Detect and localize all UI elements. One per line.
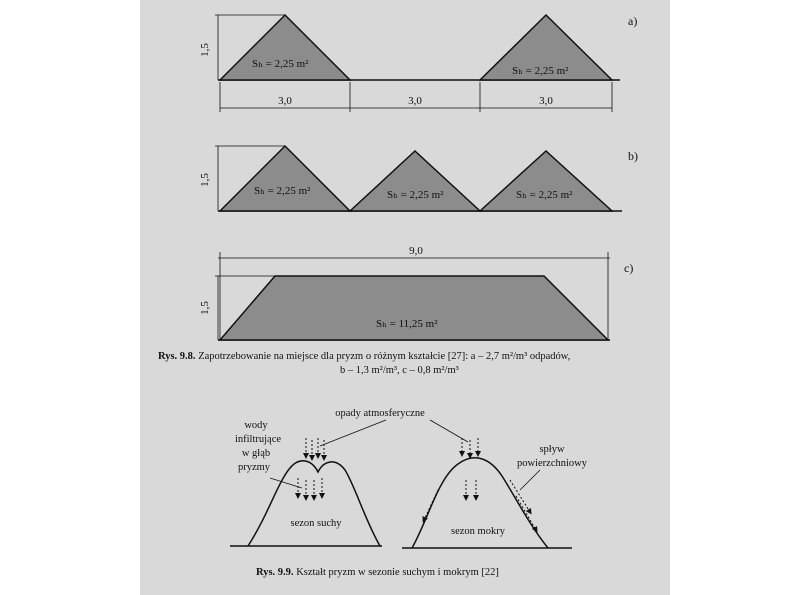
label-dry-season: sezon suchy	[290, 518, 342, 529]
height-label-b: 1,5	[199, 173, 211, 187]
figure-9-9	[230, 408, 588, 548]
panel-b	[199, 146, 638, 211]
panel-a	[199, 14, 637, 112]
width-label-a1: 3,0	[278, 95, 292, 107]
caption-figure-9-8	[158, 350, 570, 364]
scanned-book-page	[140, 0, 670, 595]
height-label-c: 1,5	[199, 301, 211, 315]
height-label-a: 1,5	[199, 43, 211, 57]
leader-precip-wet	[430, 420, 468, 442]
infiltration-arrows-top	[306, 438, 324, 458]
trapezoid-prism-c	[220, 276, 608, 340]
width-label-a3: 3,0	[539, 95, 553, 107]
leader-precip-dry	[320, 420, 386, 446]
panel-label-a: a)	[628, 14, 638, 28]
caption-number-9-8: Rys. 9.8.	[158, 351, 196, 362]
caption-text-9-9: Kształt pryzm w sezonie suchym i mokrym [22]	[296, 567, 499, 578]
panel-label-c: c)	[624, 261, 634, 275]
label-infiltration-3: w głąb	[241, 448, 271, 459]
caption-text-9-8-line1: Zapotrzebowanie na miejsce dla pryzm o różnym kształcie [27]: a – 2,7 m²/m³ odpadów,	[198, 351, 571, 362]
leader-runoff	[520, 470, 540, 490]
triangle-prism-b1	[220, 146, 350, 211]
label-infiltration-2: infiltrujące	[234, 434, 282, 445]
label-precipitation: opady atmosferyczne	[335, 408, 425, 419]
caption-figure-9-8-line2: b – 1,3 m²/m³, c – 0,8 m²/m³	[340, 365, 459, 376]
area-label-c: Sₕ = 11,25 m²	[376, 318, 438, 330]
panel-c	[199, 245, 633, 340]
width-label-a2: 3,0	[408, 95, 422, 107]
label-runoff-1: spływ	[539, 444, 565, 455]
caption-figure-9-9	[256, 566, 499, 580]
width-label-c: 9,0	[409, 245, 423, 257]
area-label-a1: Sₕ = 2,25 m²	[252, 58, 309, 70]
panel-label-b: b)	[628, 149, 638, 163]
dry-season-pile	[248, 461, 380, 546]
area-label-b2: Sₕ = 2,25 m²	[387, 189, 444, 201]
figure-canvas	[140, 0, 670, 595]
label-infiltration-4: pryzmy	[237, 462, 271, 473]
caption-number-9-9: Rys. 9.9.	[256, 567, 294, 578]
area-label-b3: Sₕ = 2,25 m²	[516, 189, 573, 201]
triangle-prism-b3	[480, 151, 612, 211]
triangle-prism-a1	[220, 15, 350, 80]
label-runoff-2: powierzchniowy	[517, 458, 587, 469]
area-label-a2: Sₕ = 2,25 m²	[512, 65, 569, 77]
label-wet-season: sezon mokry	[451, 526, 505, 537]
area-label-b1: Sₕ = 2,25 m²	[254, 185, 311, 197]
label-infiltration-1: wody	[244, 420, 268, 431]
triangle-prism-b2	[350, 151, 480, 211]
precipitation-arrows-wet	[462, 438, 478, 498]
leader-infiltration	[270, 478, 302, 488]
